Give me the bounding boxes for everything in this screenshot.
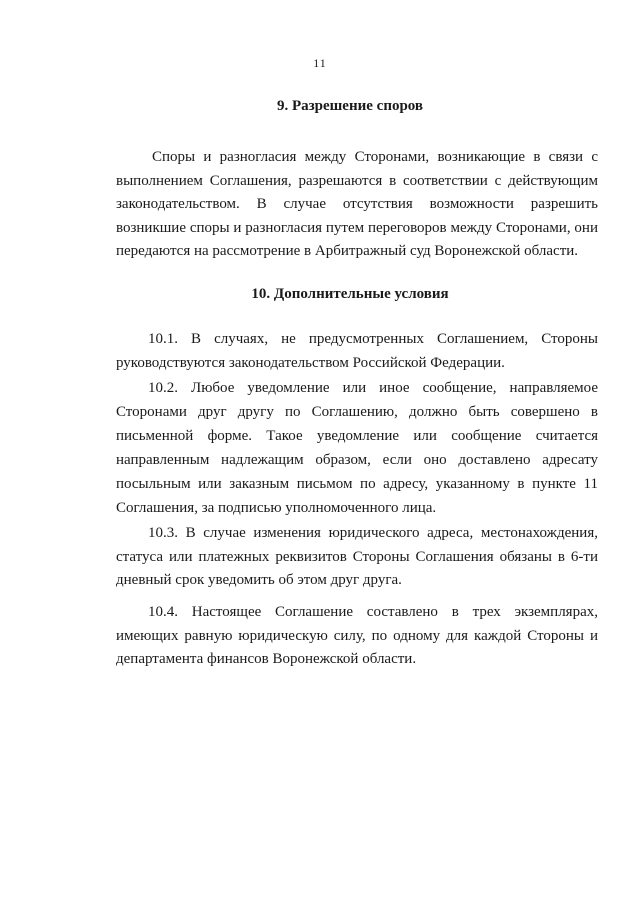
page-number: 11 [313,56,327,70]
clause-10-4: 10.4. Настоящее Соглашение составлено в трех экземплярах, имеющих равную юридическую силу, по одному для каждой Стороны и департамента финансов Воронежской области. [116,604,598,667]
section-9-paragraph: Споры и разногласия между Сторонами, возникающие в связи с выполнением Соглашения, разрешаются в соответствии с действующим законодательством. В случае отсутствия возможности разрешить возникшие споры и разногласия путем переговоров между Сторонами, они передаются на рассмотрение в Арбитражный суд Воронежской области. [116,149,598,259]
section-9-heading: 9. Разрешение споров [276,98,424,114]
clause-10-2: 10.2. Любое уведомление или иное сообщение, направляемое Сторонами друг другу по Соглашению, должно быть совершено в письменной форме. Такое уведомление или сообщение считается направленным надлежащим образом, если оно доставлено адресату посыльным или заказным письмом по адресу, указанному в пункте 11 Соглашения, за подписью уполномоченного лица. [116,380,598,516]
clause-10-1: 10.1. В случаях, не предусмотренных Соглашением, Стороны руководствуются законодательством Российской Федерации. [116,331,598,371]
clause-10-3: 10.3. В случае изменения юридического адреса, местонахождения, статуса или платежных реквизитов Стороны Соглашения обязаны в 6-ти дневный срок уведомить об этом друг друга. [116,525,598,588]
section-10-heading: 10. Дополнительные условия [251,286,449,302]
